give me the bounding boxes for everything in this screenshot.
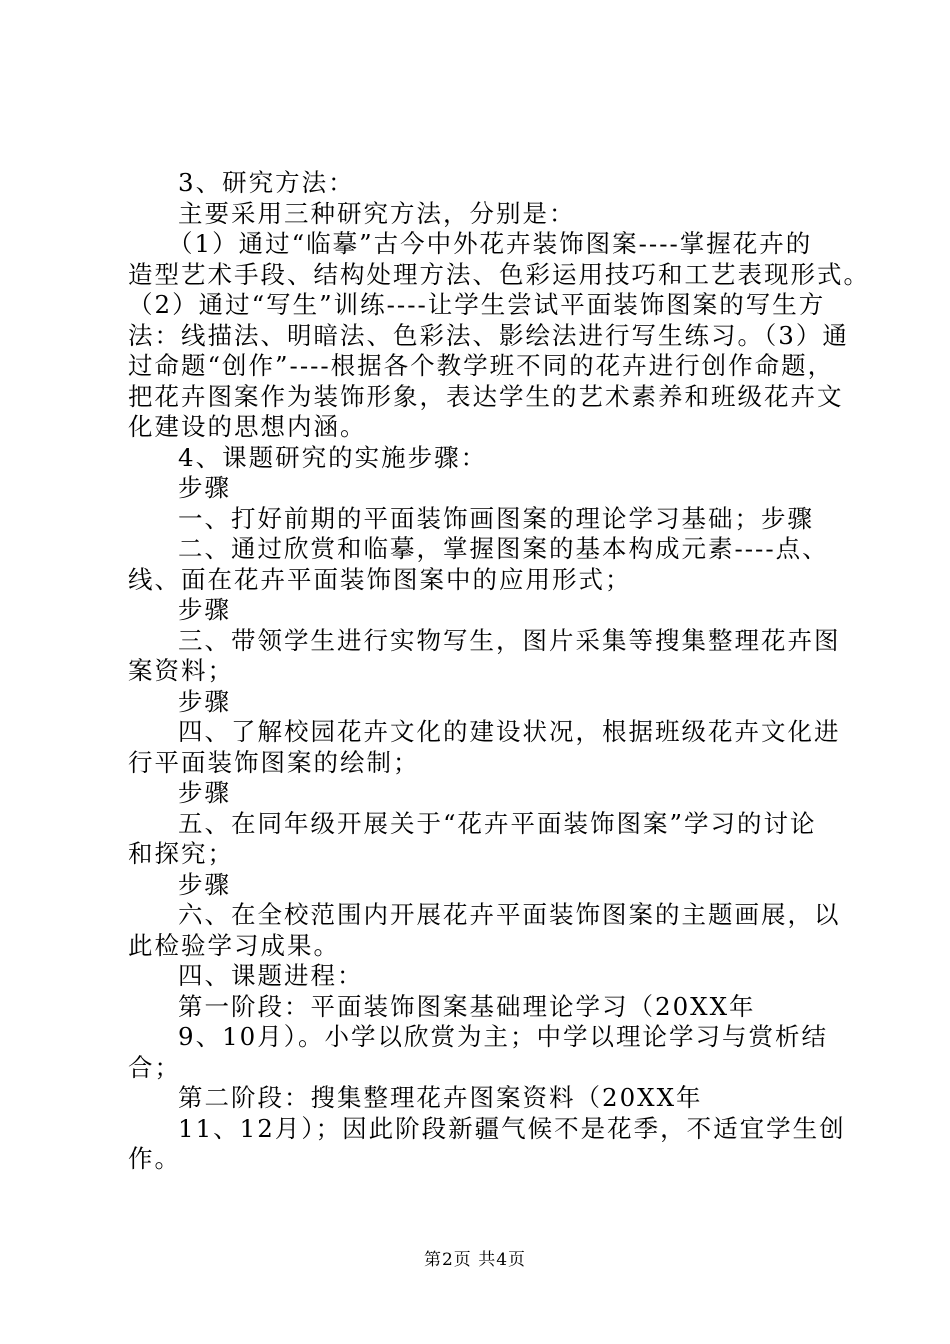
text-line: 步骤: [178, 473, 231, 502]
text-line: （2）通过“写生”训练----让学生尝试平面装饰图案的写生方: [128, 290, 826, 319]
text-line: 此检验学习成果。: [128, 930, 340, 960]
text-line: 把花卉图案作为装饰形象，表达学生的艺术素养和班级花卉文: [128, 381, 844, 411]
text-line: 步骤: [178, 595, 231, 624]
text-line: 作。: [128, 1144, 181, 1173]
text-line: 六、在全校范围内开展花卉平面装饰图案的主题画展，以: [178, 900, 841, 929]
text-line: 主要采用三种研究方法，分别是：: [178, 198, 576, 228]
text-line: 3、研究方法：: [178, 168, 355, 197]
text-line: 三、带领学生进行实物写生，图片采集等搜集整理花卉图: [178, 625, 841, 655]
text-line: 四、课题进程：: [178, 961, 364, 990]
text-line: 法：线描法、明暗法、色彩法、影绘法进行写生练习。（3）通: [128, 320, 849, 350]
text-line: 9、10月）。小学以欣赏为主；中学以理论学习与赏析结: [178, 1022, 829, 1051]
text-line: 一、打好前期的平面装饰画图案的理论学习基础；步骤: [178, 503, 814, 533]
text-line: 第二阶段：搜集整理花卉图案资料（20XX年: [178, 1083, 703, 1112]
text-line: 化建设的思想内涵。: [128, 412, 367, 441]
text-line: 五、在同年级开展关于“花卉平面装饰图案”学习的讨论: [178, 808, 817, 838]
text-line: 行平面装饰图案的绘制；: [128, 747, 420, 777]
text-line: 二、通过欣赏和临摹，掌握图案的基本构成元素----点、: [178, 534, 829, 563]
text-line: 步骤: [178, 869, 231, 899]
text-line: 案资料；: [128, 656, 234, 685]
text-line: 合；: [128, 1052, 181, 1082]
text-line: 步骤: [178, 778, 231, 807]
text-line: 第一阶段：平面装饰图案基础理论学习（20XX年: [178, 991, 756, 1021]
text-line: 步骤: [178, 686, 231, 716]
text-line: 造型艺术手段、结构处理方法、色彩运用技巧和工艺表现形式。: [128, 259, 870, 289]
text-line: 过命题“创作”----根据各个教学班不同的花卉进行创作命题，: [128, 351, 835, 380]
text-line: 11、12月）；因此阶段新疆气候不是花季，不适宜学生创: [178, 1113, 846, 1143]
text-line: 线、面在花卉平面装饰图案中的应用形式；: [128, 564, 632, 594]
page-number-label: 第2页 共4页: [423, 1250, 527, 1270]
text-line: 4、课题研究的实施步骤：: [178, 442, 488, 472]
text-line: 四、了解校园花卉文化的建设状况，根据班级花卉文化进: [178, 717, 841, 746]
document-body: [128, 168, 870, 1175]
page-footer: [0, 1245, 950, 1270]
text-line: （1）通过“临摹”古今中外花卉装饰图案----掌握花卉的: [168, 229, 813, 258]
text-line: 和探究；: [128, 839, 234, 868]
